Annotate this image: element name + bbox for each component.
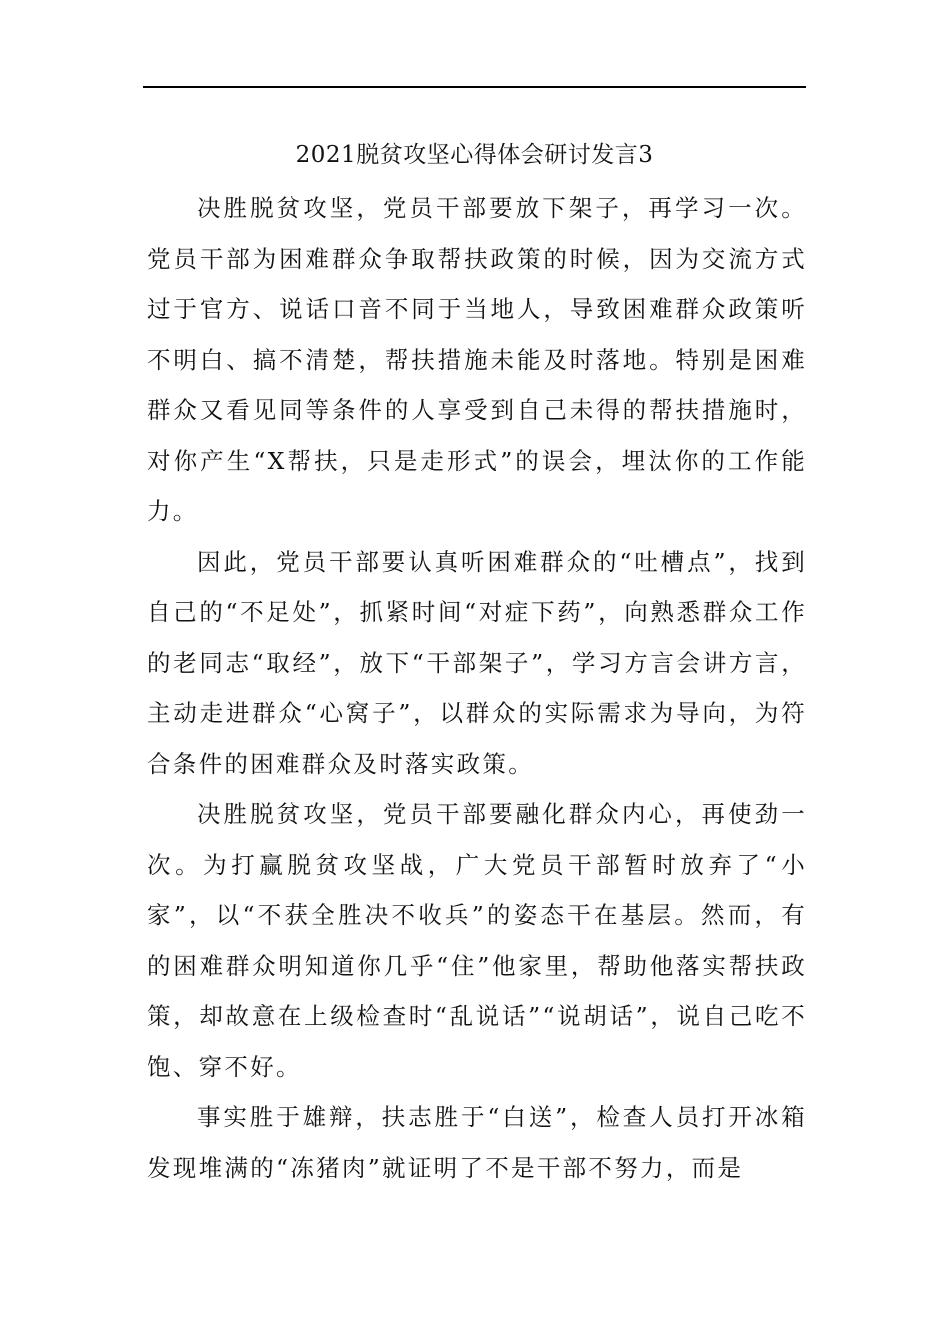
paragraph-4: 事实胜于雄辩，扶志胜于“白送”，检查人员打开冰箱发现堆满的“冻猪肉”就证明了不是干部不努力，而是 [147, 1103, 807, 1182]
header-rule [143, 86, 806, 88]
paragraph-3: 决胜脱贫攻坚，党员干部要融化群众内心，再使劲一次。为打赢脱贫攻坚战，广大党员干部暂时放弃了“小家”，以“不获全胜决不收兵”的姿态干在基层。然而，有的困难群众明知道你几乎“住”他家里，帮助他落实帮扶政策，却故意在上级检查时“乱说话”“说胡话”，说自己吃不饱、穿不好。 [147, 800, 807, 1081]
paragraph-2: 因此，党员干部要认真听困难群众的“吐槽点”，找到自己的“不足处”，抓紧时间“对症下药”，向熟悉群众工作的老同志“取经”，放下“干部架子”，学习方言会讲方言，主动走进群众“心窝子”，以群众的实际需求为导向，为符合条件的困难群众及时落实政策。 [147, 547, 807, 778]
document-body [147, 183, 807, 1193]
document-title: 2021脱贫攻坚心得体会研讨发言3 [295, 142, 654, 168]
paragraph-1: 决胜脱贫攻坚，党员干部要放下架子，再学习一次。党员干部为困难群众争取帮扶政策的时候，因为交流方式过于官方、说话口音不同于当地人，导致困难群众政策听不明白、搞不清楚，帮扶措施未能及时落地。特别是困难群众又看见同等条件的人享受到自己未得的帮扶措施时，对你产生“X帮扶，只是走形式”的误会，埋汰你的工作能力。 [147, 194, 807, 525]
